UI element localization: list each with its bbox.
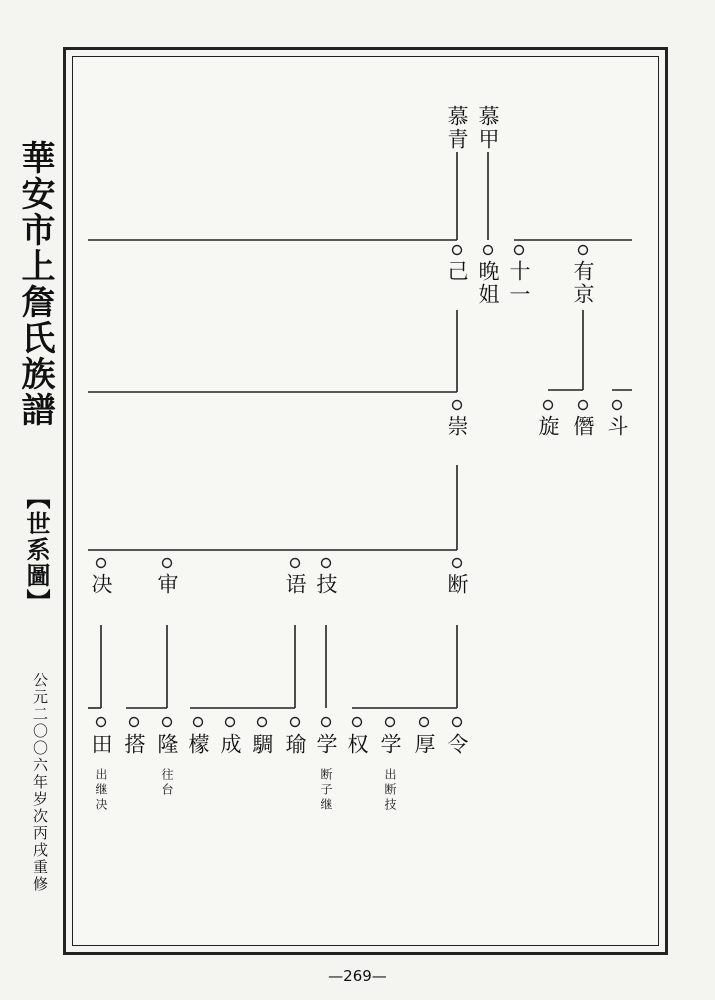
node-jue	[97, 559, 106, 568]
note-chu-ji-jue: 出继决	[94, 768, 108, 813]
name-yu: 语	[283, 573, 307, 596]
name-tian: 田	[89, 733, 113, 756]
name-cheng: 成	[218, 733, 242, 756]
name-hou: 厚	[412, 733, 436, 756]
node-ji-tech	[322, 559, 331, 568]
node-xue-1	[386, 718, 395, 727]
node-yu	[291, 559, 300, 568]
node-xue-2	[322, 718, 331, 727]
node-yu-2	[291, 718, 300, 727]
name-shiyi: 十一	[507, 260, 531, 306]
name-wanjie: 晚姐	[476, 260, 500, 306]
node-ling	[453, 718, 462, 727]
node-youjing	[579, 246, 588, 255]
edition-note: 公元二〇〇六年岁次丙戌重修	[31, 672, 49, 893]
note-duan-zi-ji: 断子继	[319, 768, 333, 813]
name-youjing: 有京	[571, 260, 595, 306]
name-ling: 令	[445, 733, 469, 756]
node-duan	[453, 559, 462, 568]
section-label: 【世系圖】	[22, 485, 51, 615]
note-wang-tai: 往台	[160, 768, 174, 798]
name-mujia: 慕甲	[476, 105, 500, 151]
name-yu-2: 瑜	[283, 733, 307, 756]
name-quan: 权	[345, 733, 369, 756]
node-chong	[453, 401, 462, 410]
node-quan	[353, 718, 362, 727]
node-hou	[420, 718, 429, 727]
name-long: 隆	[155, 733, 179, 756]
node-shiyi	[515, 246, 524, 255]
node-xuan	[544, 401, 553, 410]
name-xue-1: 学	[378, 733, 402, 756]
node-shen	[163, 559, 172, 568]
name-dou: 斗	[605, 415, 629, 438]
node-ju	[258, 718, 267, 727]
name-shen: 审	[155, 573, 179, 596]
node-cheng	[226, 718, 235, 727]
node-meng	[194, 718, 203, 727]
page-number: —269—	[328, 967, 387, 985]
name-xuan: 旋	[536, 415, 560, 438]
name-duan: 断	[445, 573, 469, 596]
name-da: 搭	[122, 733, 146, 756]
node-jian	[579, 401, 588, 410]
name-chong: 崇	[445, 415, 469, 438]
name-xue-2: 学	[314, 733, 338, 756]
name-jian: 僭	[571, 415, 595, 438]
note-chu-duan-ji: 出断技	[383, 768, 397, 813]
book-title: 華安市上詹氏族譜	[15, 140, 55, 428]
name-jue: 决	[89, 573, 113, 596]
name-ji-tech: 技	[314, 573, 338, 596]
node-ji	[453, 246, 462, 255]
name-meng: 檬	[186, 733, 210, 756]
node-da	[130, 718, 139, 727]
name-ju: 騆	[250, 733, 274, 756]
name-muqing: 慕青	[445, 105, 469, 151]
node-long	[163, 718, 172, 727]
tree-names	[89, 105, 629, 813]
name-ji: 己	[445, 260, 469, 283]
node-dou	[613, 401, 622, 410]
tree-nodes	[97, 246, 622, 727]
node-tian	[97, 718, 106, 727]
node-wanjie	[484, 246, 493, 255]
